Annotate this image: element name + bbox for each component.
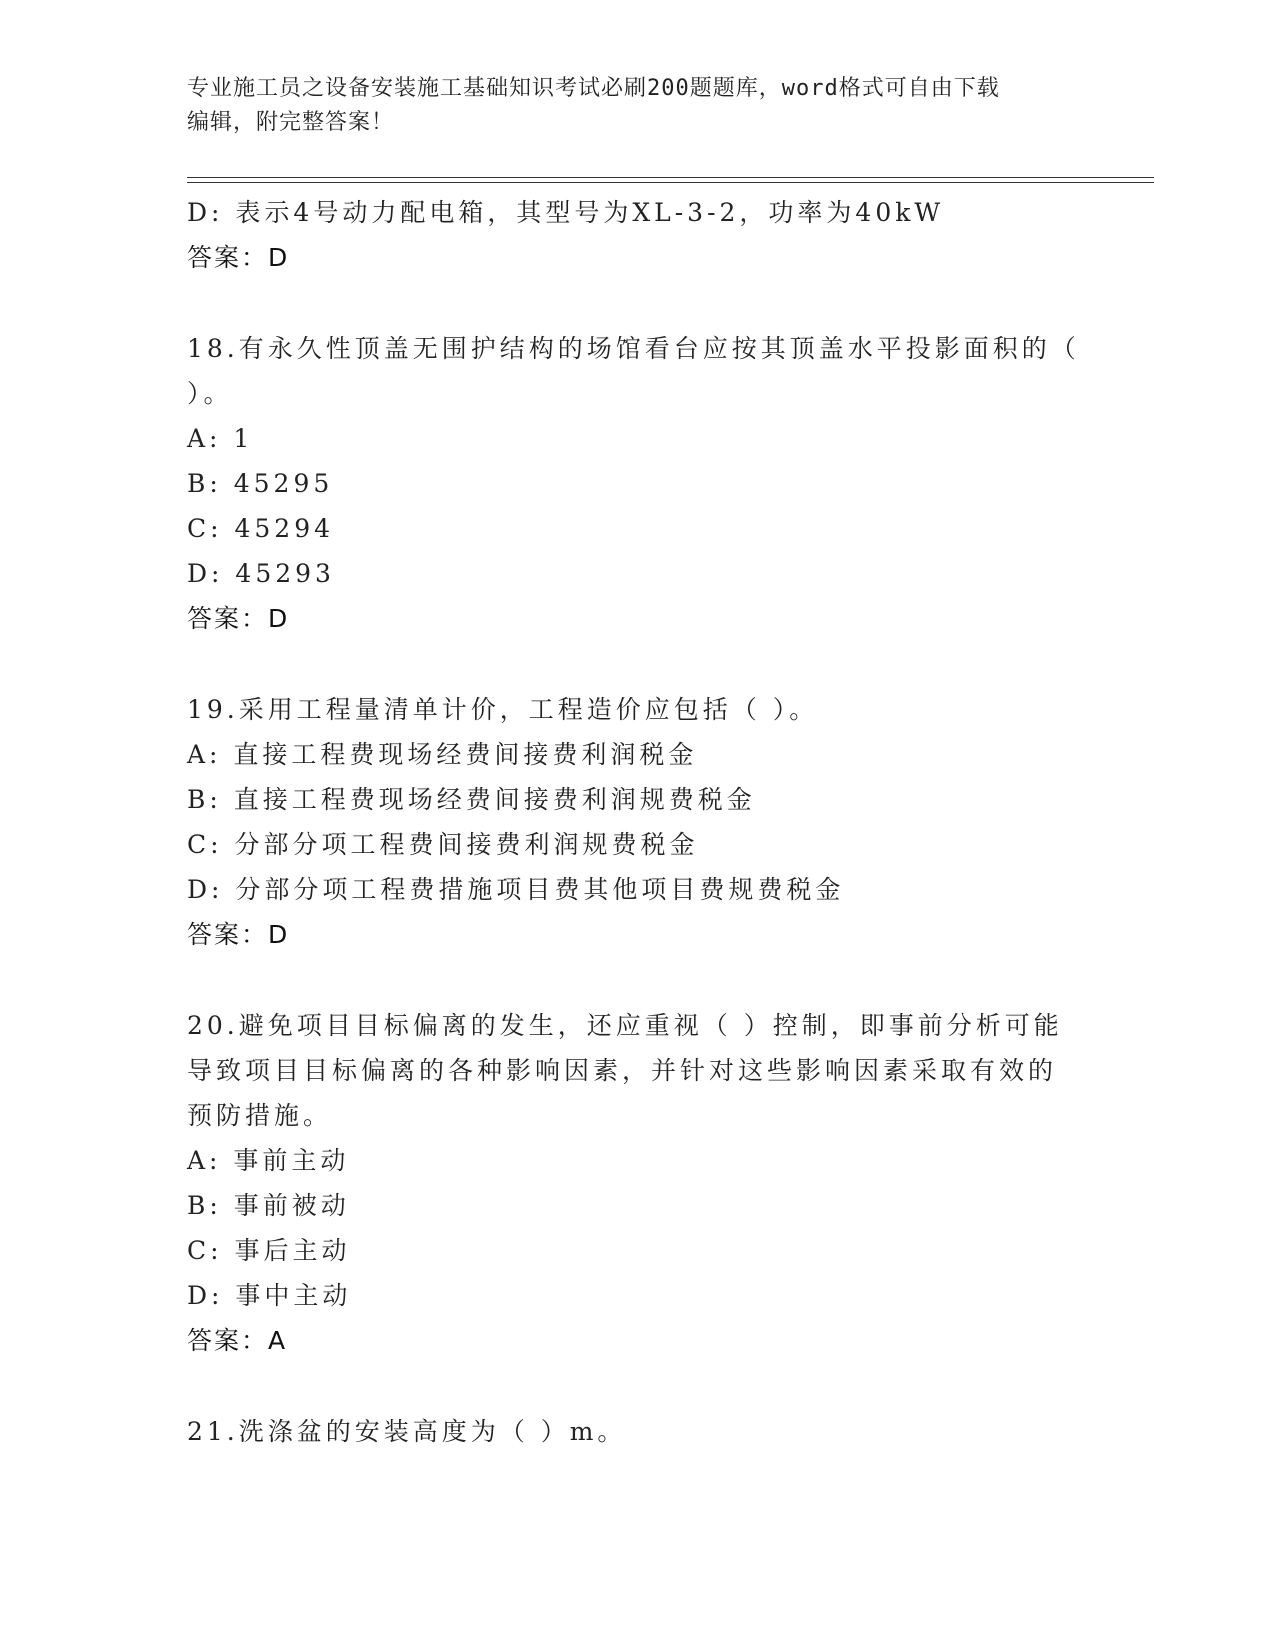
answer: 答案：D — [187, 920, 290, 949]
question-18 — [187, 326, 1087, 641]
option-d: D: 事中主动 — [187, 1281, 352, 1310]
header-divider-bottom — [187, 182, 1154, 183]
option-a: A: 1 — [187, 424, 254, 453]
header-note — [187, 72, 1067, 140]
question-19 — [187, 687, 1087, 957]
answer: 答案：A — [187, 1326, 288, 1355]
question-text-line: ）。 — [187, 379, 233, 408]
option-a: A: 事前主动 — [187, 1146, 350, 1175]
answer: 答案：D — [187, 604, 290, 633]
option-b: B: 事前被动 — [187, 1191, 350, 1220]
question-text-line: 预防措施。 — [187, 1101, 333, 1130]
option-c: C: 事后主动 — [187, 1236, 351, 1265]
question-text-line: 21.洗涤盆的安装高度为（ ）m。 — [187, 1417, 627, 1446]
option-b: B: 45295 — [187, 469, 334, 498]
question-20 — [187, 1003, 1087, 1363]
prev-answer: 答案：D — [187, 243, 290, 272]
header-divider-top — [187, 177, 1154, 178]
option-c: C: 45294 — [187, 514, 335, 543]
prev-option-d: D: 表示4号动力配电箱，其型号为XL-3-2，功率为40kW — [187, 198, 945, 227]
option-d: D: 分部分项工程费措施项目费其他项目费规费税金 — [187, 875, 845, 904]
document-content — [187, 190, 1087, 1454]
question-text-line: 18.有永久性顶盖无围护结构的场馆看台应按其顶盖水平投影面积的（ — [187, 334, 1080, 363]
header-line-2: 编辑，附完整答案！ — [187, 110, 395, 135]
option-d: D: 45293 — [187, 559, 335, 588]
option-a: A: 直接工程费现场经费间接费利润税金 — [187, 740, 698, 769]
spacer — [187, 280, 1087, 326]
spacer — [187, 641, 1087, 687]
question-text-line: 19.采用工程量清单计价，工程造价应包括（ ）。 — [187, 695, 819, 724]
spacer — [187, 1363, 1087, 1409]
option-b: B: 直接工程费现场经费间接费利润规费税金 — [187, 785, 756, 814]
question-21 — [187, 1409, 1087, 1454]
option-c: C: 分部分项工程费间接费利润规费税金 — [187, 830, 699, 859]
spacer — [187, 957, 1087, 1003]
header-line-1: 专业施工员之设备安装施工基础知识考试必刷200题题库，word格式可自由下载 — [187, 76, 1000, 101]
question-text-line: 20.避免项目目标偏离的发生，还应重视（ ）控制，即事前分析可能 — [187, 1011, 1063, 1040]
question-text-line: 导致项目目标偏离的各种影响因素，并针对这些影响因素采取有效的 — [187, 1056, 1058, 1085]
